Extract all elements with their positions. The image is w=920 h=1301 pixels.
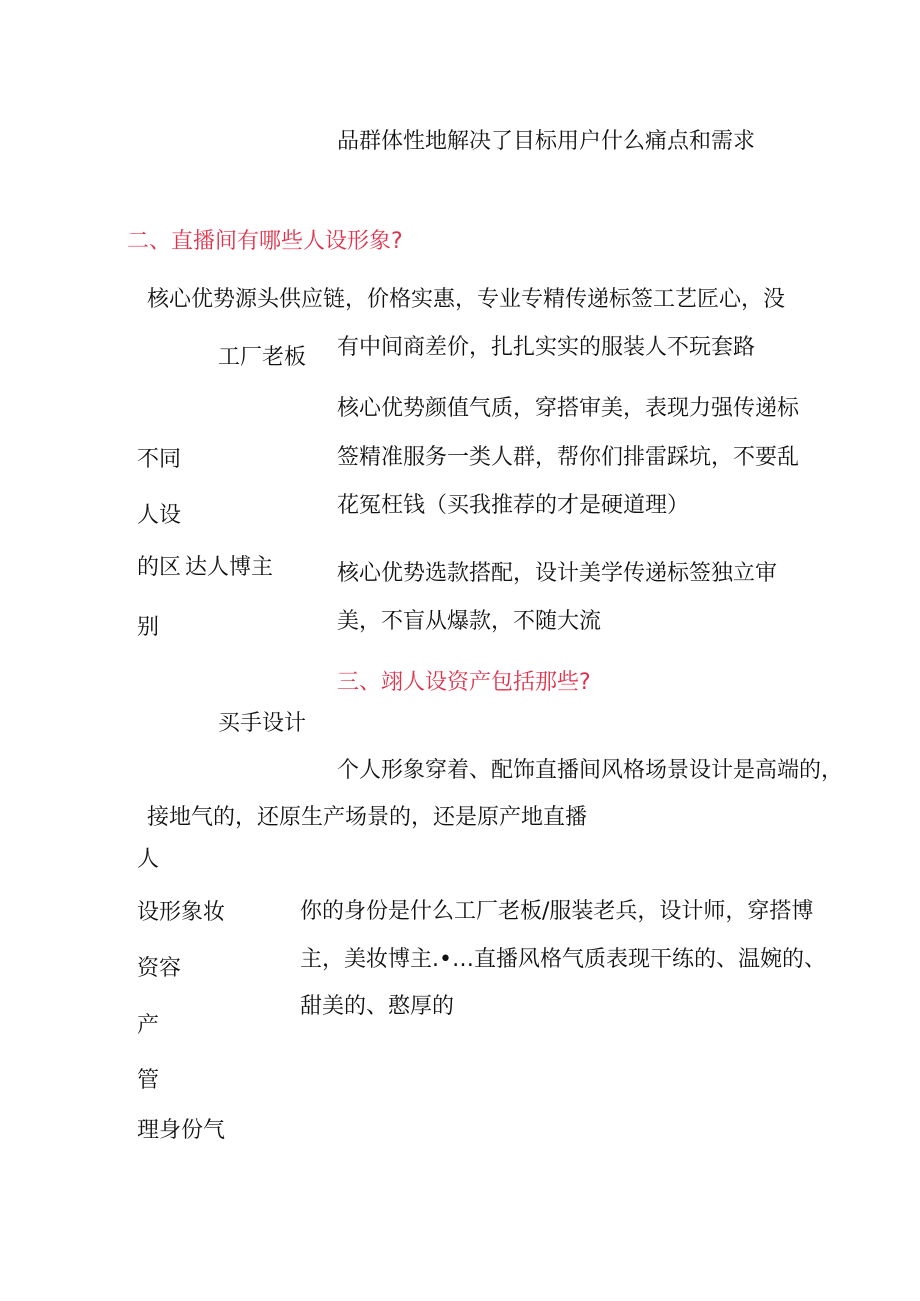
identity-desc-line-2: 主，美妆博主.•…直播风格气质表现干练的、温婉的、 <box>300 947 826 972</box>
factory-label: 工厂老板 <box>218 345 307 370</box>
buyer-desc-line-1: 核心优势选款搭配，设计美学传递标签独立审 <box>337 561 778 586</box>
factory-desc-line-2: 有中间商差价，扎扎实实的服装人不玩套路 <box>337 335 756 360</box>
asset-label-6: 理身份气 <box>137 1118 226 1143</box>
asset-label-3: 资容 <box>137 956 182 981</box>
asset-label-5: 管 <box>137 1068 160 1093</box>
persona-diff-label-2: 人设 <box>137 503 182 528</box>
section-3-heading: 三、翊人设资产包括那些? <box>337 670 591 695</box>
factory-desc-line-1: 核心优势源头供应链，价格实惠，专业专精传递标签工艺匠心，没 <box>147 287 786 312</box>
section-2-heading: 二、直播间有哪些人设形象? <box>127 229 403 254</box>
asset-label-4: 产 <box>137 1013 160 1038</box>
persona-diff-label-4: 别 <box>137 615 160 640</box>
influencer-desc-line-3: 花冤枉钱（买我推荐的才是硬道理） <box>337 493 690 518</box>
image-desc-line-2: 接地气的，还原生产场景的，还是原产地直播 <box>147 805 588 830</box>
intro-line: 品群体性地解决了目标用户什么痛点和需求 <box>337 129 756 154</box>
buyer-label: 买手设计 <box>218 711 307 736</box>
identity-desc-line-3: 甜美的、憨厚的 <box>300 994 455 1019</box>
influencer-label: 达人博主 <box>185 555 274 580</box>
influencer-desc-line-1: 核心优势颜值气质，穿搭审美，表现力强传递标 <box>337 396 800 421</box>
identity-desc-line-1: 你的身份是什么工厂老板/服装老兵，设计师，穿搭博 <box>300 899 814 924</box>
buyer-desc-line-2: 美，不盲从爆款，不随大流 <box>337 609 602 634</box>
influencer-desc-line-2: 签精准服务一类人群，帮你们排雷踩坑，不要乱 <box>337 445 800 470</box>
asset-label-1: 人 <box>137 847 160 872</box>
persona-diff-label-3: 的区 <box>137 555 182 580</box>
asset-label-2: 设形象妆 <box>137 900 226 925</box>
persona-diff-label-1: 不同 <box>137 447 182 472</box>
image-desc-line-1: 个人形象穿着、配饰直播间风格场景设计是高端的， <box>337 758 844 783</box>
